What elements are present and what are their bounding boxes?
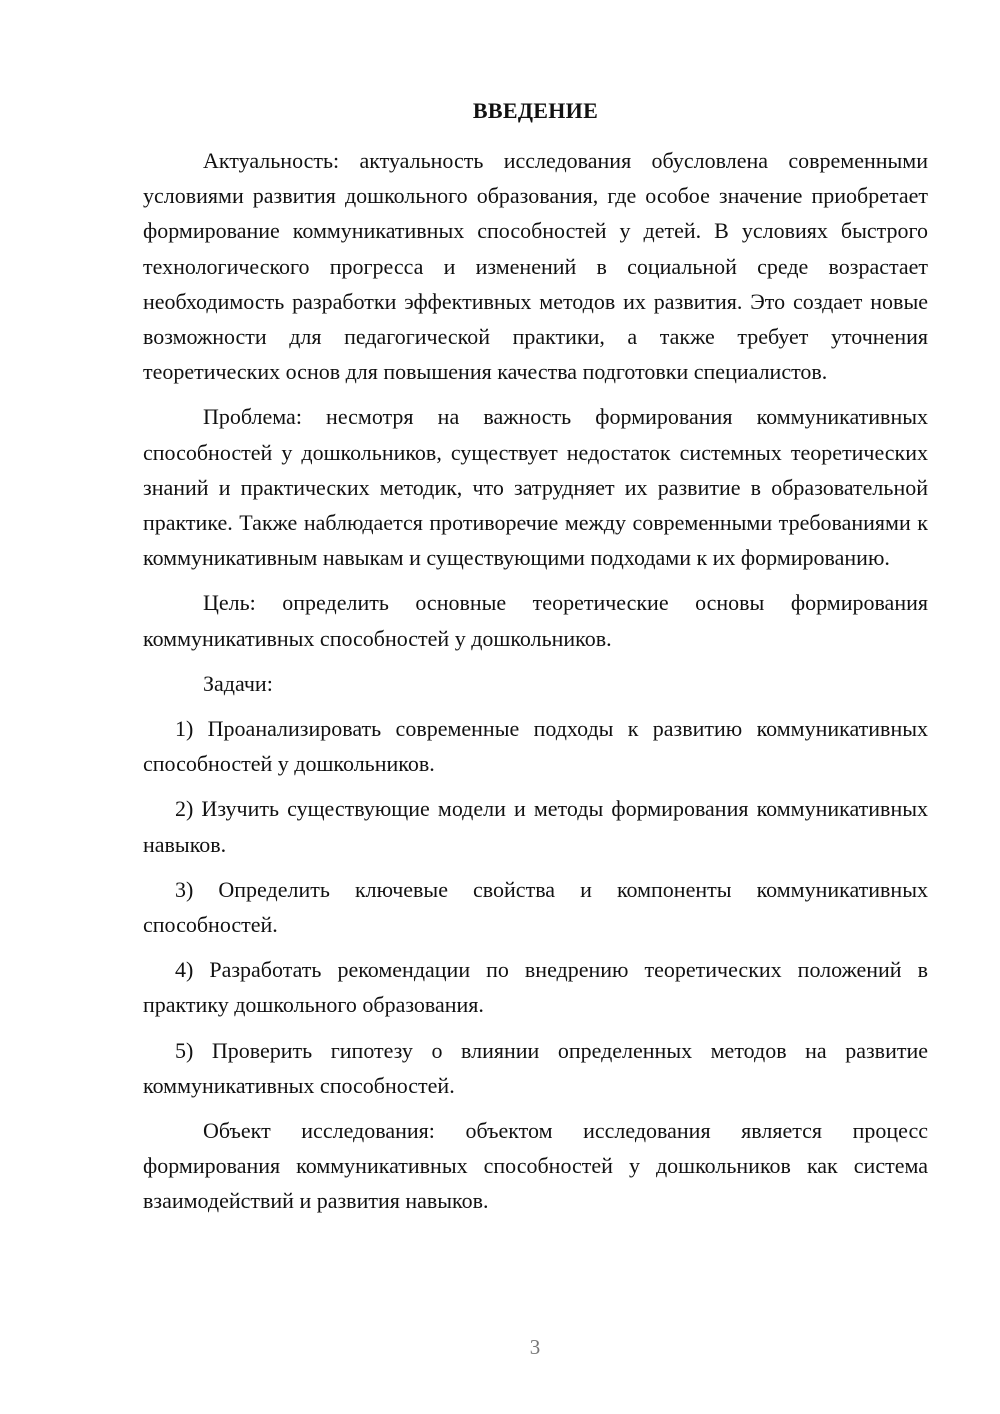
goal-paragraph: Цель: определить основные теоретические основы формирования коммуникативных способностей у дошкольников. [143,590,928,651]
page-number: 3 [529,1335,541,1359]
problem-paragraph: Проблема: несмотря на важность формирования коммуникативных способностей у дошкольников, существует недостаток системных теоретических знаний и практических методик, что затрудняет их развитие в образовательной практике. Также наблюдается противоречие между современными требованиями к коммуникативным навыкам и существующими подходами к их формированию. [143,404,928,571]
document-body [143,143,928,1229]
relevance-paragraph: Актуальность: актуальность исследования обусловлена современными условиями развития дошкольного образования, где особое значение приобретает формирование коммуникативных способностей у детей. В условиях быстрого технологического прогресса и изменений в социальной среде возрастает необходимость разработки эффективных методов их развития. Это создает новые возможности для педагогической практики, а также требует уточнения теоретических основ для повышения качества подготовки специалистов. [143,148,928,385]
task-item: 1) Проанализировать современные подходы к развитию коммуникативных способностей у дошкольников. [143,716,928,777]
task-item: 5) Проверить гипотезу о влиянии определенных методов на развитие коммуникативных способностей. [143,1037,928,1098]
tasks-heading: Задачи: [203,670,273,696]
task-item: 4) Разработать рекомендации по внедрению теоретических положений в практику дошкольного образования. [143,957,928,1018]
task-item: 3) Определить ключевые свойства и компоненты коммуникативных способностей. [143,876,928,938]
section-title: ВВЕДЕНИЕ [472,98,599,123]
object-paragraph: Объект исследования: объектом исследования является процесс формирования коммуникативных способностей у дошкольников как система взаимодействий и развития навыков. [143,1118,928,1214]
task-item: 2) Изучить существующие модели и методы формирования коммуникативных навыков. [143,796,928,857]
